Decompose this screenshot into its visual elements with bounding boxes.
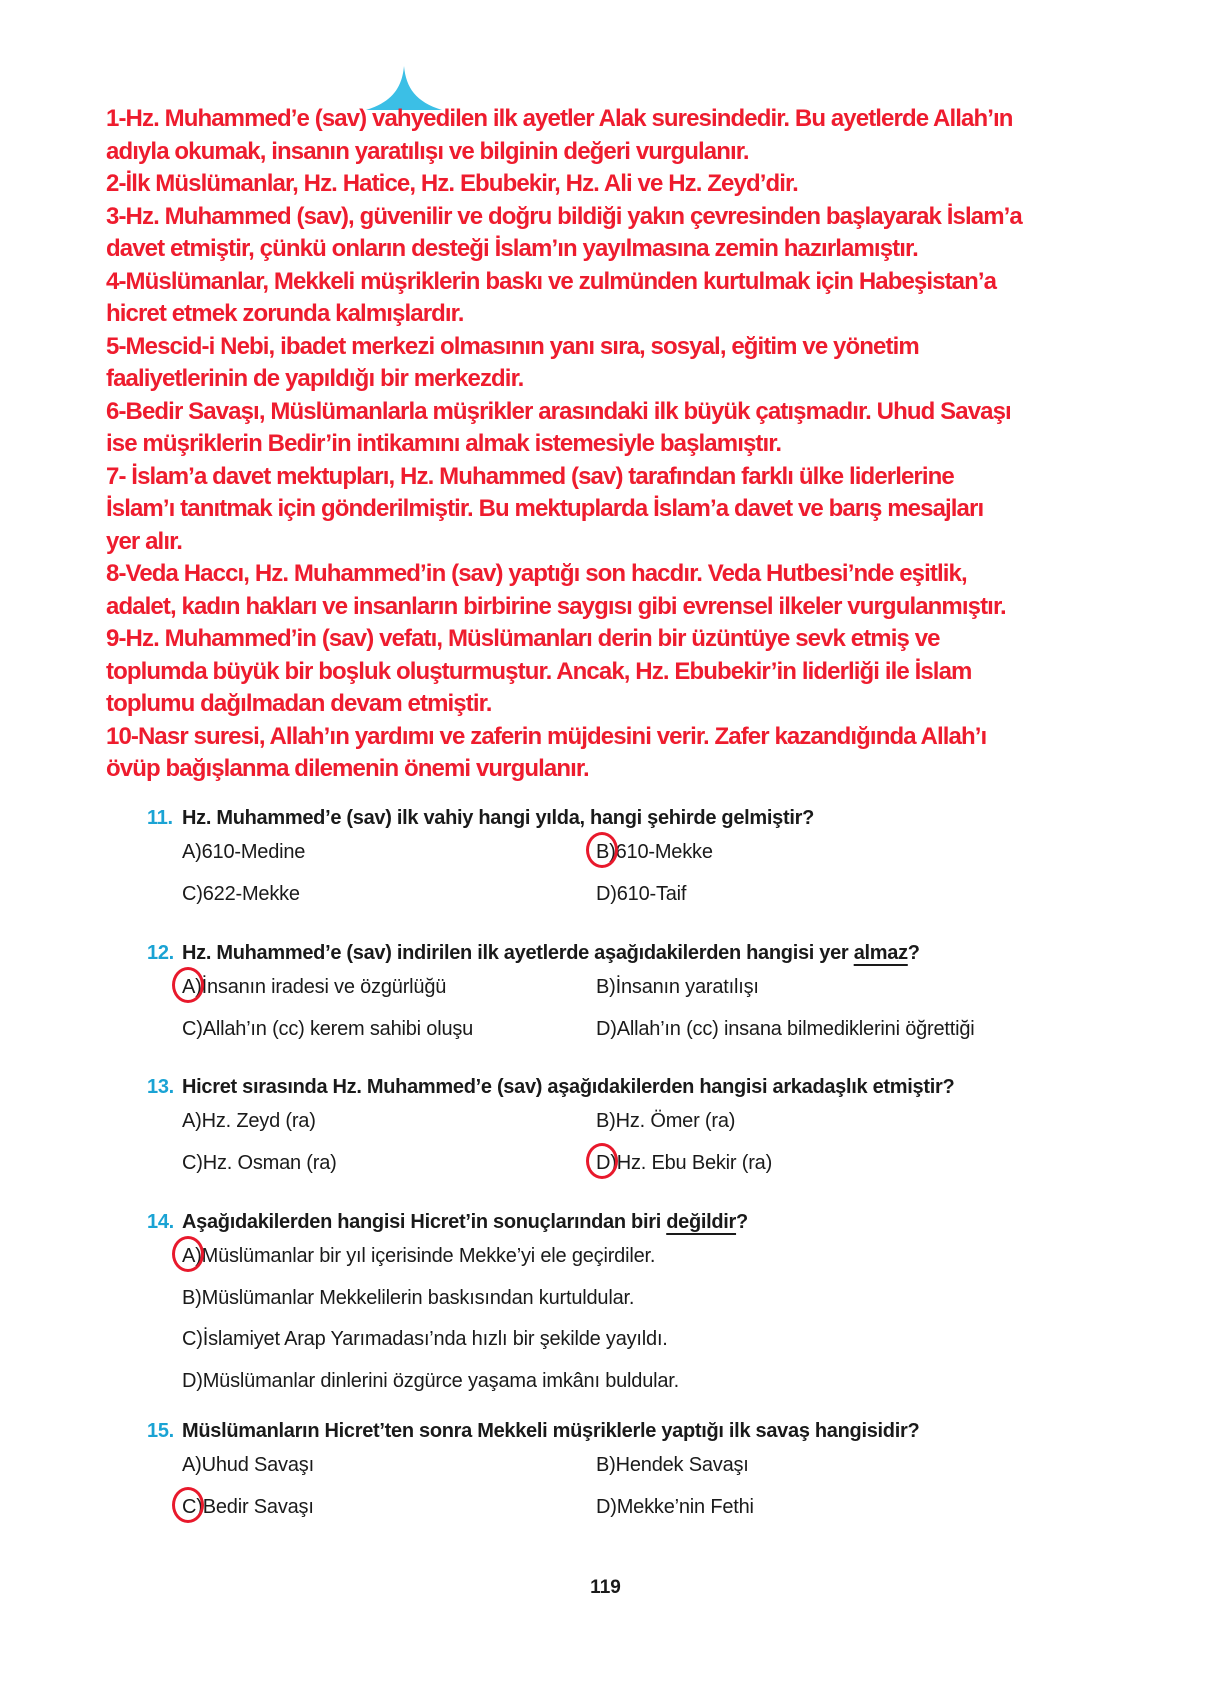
option-text: Müslümanlar bir yıl içerisinde Mekke’yi ele geçirdiler. (201, 1245, 656, 1267)
question-number: 12. (147, 942, 174, 964)
option-letter: A) (182, 976, 202, 998)
option-letter: D) (182, 1369, 203, 1392)
option-a[interactable] (182, 972, 596, 1002)
question-number: 11. (147, 807, 173, 829)
option-letter: B) (596, 976, 616, 998)
question-stem (147, 1207, 1187, 1237)
option-letter: B) (596, 1454, 616, 1476)
options (182, 1237, 1187, 1396)
note-line: 1-Hz. Muhammed’e (sav) vahyedilen ilk ayetler Alak suresindedir. Bu ayetlerde Allah’ın (106, 105, 1013, 132)
option-a[interactable] (182, 1450, 596, 1480)
option-letter: C) (182, 1495, 203, 1518)
option-c[interactable] (182, 1148, 596, 1178)
option-text: İnsanın yaratılışı (615, 976, 759, 998)
note-line: İslam’ı tanıtmak için gönderilmiştir. Bu mektuplarda İslam’a davet ve barış mesajları (106, 495, 984, 522)
note-line: hicret etmek zorunda kalmışlardır. (106, 300, 464, 327)
note-line: 7- İslam’a davet mektupları, Hz. Muhammed (sav) tarafından farklı ülke liderlerine (106, 462, 954, 490)
option-d[interactable] (596, 1148, 1010, 1178)
option-text: Hz. Ömer (ra) (615, 1110, 736, 1132)
option-letter: D) (596, 882, 617, 905)
option-text: Uhud Savaşı (201, 1454, 314, 1476)
note-line: toplumu dağılmadan devam etmiştir. (106, 690, 492, 717)
option-d[interactable] (596, 1492, 1010, 1522)
option-text: İslamiyet Arap Yarımadası’nda hızlı bir şekilde yayıldı. (202, 1328, 668, 1350)
note-line: 3-Hz. Muhammed (sav), güvenilir ve doğru bildiği yakın çevresinden başlayarak İslam’a (106, 202, 1022, 230)
option-letter: C) (182, 1151, 203, 1174)
option-text: Hz. Osman (ra) (202, 1151, 337, 1174)
note-line: davet etmiştir, çünkü onların desteği İslam’ın yayılmasına zemin hazırlamıştır. (106, 235, 918, 262)
option-b[interactable] (596, 1450, 1010, 1480)
question-text: Müslümanların Hicret’ten sonra Mekkeli müşriklerle yaptığı ilk savaş hangisidir? (182, 1420, 920, 1442)
option-text: İnsanın iradesi ve özgürlüğü (201, 976, 447, 998)
note-line: övüp bağışlanma dilemenin önemi vurgulanır. (106, 755, 589, 782)
question-11 (147, 803, 1187, 909)
option-letter: A) (182, 1245, 202, 1267)
option-c[interactable] (182, 1324, 982, 1354)
question-text: Hz. Muhammed’e (sav) indirilen ilk ayetlerde aşağıdakilerden hangisi yer (182, 942, 854, 964)
option-b[interactable] (596, 1106, 1010, 1136)
answer-circle-mark (172, 1236, 204, 1272)
question-end: ? (736, 1211, 748, 1233)
option-d[interactable] (596, 879, 1010, 909)
option-letter: A) (182, 841, 202, 863)
option-letter: A) (182, 1110, 202, 1132)
note-line: ise müşriklerin Bedir’in intikamını almak istemesiyle başlamıştır. (106, 430, 782, 457)
note-line: adalet, kadın hakları ve insanların birbirine saygısı gibi evrensel ilkeler vurgulanmıştır. (106, 592, 1006, 620)
option-text: Allah’ın (cc) kerem sahibi oluşu (202, 1017, 474, 1040)
option-b[interactable] (596, 837, 1010, 867)
note-line: adıyla okumak, insanın yaratılışı ve bilginin değeri vurgulanır. (106, 137, 749, 165)
option-d[interactable] (182, 1366, 982, 1396)
question-text: Hicret sırasında Hz. Muhammed’e (sav) aşağıdakilerden hangisi arkadaşlık etmiştir? (182, 1076, 955, 1098)
question-emphasis: değildir (666, 1211, 737, 1233)
option-text: Allah’ın (cc) insana bilmediklerini öğrettiği (616, 1017, 975, 1040)
option-letter: D) (596, 1151, 617, 1174)
note-line: 4-Müslümanlar, Mekkeli müşriklerin baskı ve zulmünden kurtulmak için Habeşistan’a (106, 267, 997, 295)
note-line: 5-Mescid-i Nebi, ibadet merkezi olmasının yanı sıra, sosyal, eğitim ve yönetim (106, 332, 919, 360)
note-line: 10-Nasr suresi, Allah’ın yardımı ve zaferin müjdesini verir. Zafer kazandığında Allah’ı (106, 722, 987, 750)
option-a[interactable] (182, 837, 596, 867)
option-letter: D) (596, 1495, 617, 1518)
page-number: 119 (590, 1577, 621, 1598)
note-line: faaliyetlerinin de yapıldığı bir merkezdir. (106, 365, 524, 392)
question-number: 14. (147, 1211, 174, 1233)
note-line: 2-İlk Müslümanlar, Hz. Hatice, Hz. Ebubekir, Hz. Ali ve Hz. Zeyd’dir. (106, 170, 798, 197)
option-letter: C) (182, 1328, 203, 1350)
option-text: Mekke’nin Fethi (616, 1495, 754, 1518)
answer-circle-mark (172, 1487, 204, 1523)
question-text: Aşağıdakilerden hangisi Hicret’in sonuçlarından biri (182, 1211, 667, 1233)
option-text: Müslümanlar dinlerini özgürce yaşama imkânı buldular. (202, 1369, 680, 1392)
question-14 (147, 1207, 1187, 1396)
option-d[interactable] (596, 1014, 1010, 1044)
options (182, 968, 1187, 1044)
question-text: Hz. Muhammed’e (sav) ilk vahiy hangi yılda, hangi şehirde gelmiştir? (182, 807, 814, 829)
option-letter: C) (182, 1017, 203, 1040)
question-number: 13. (147, 1076, 174, 1098)
option-c[interactable] (182, 1492, 596, 1522)
note-line: 9-Hz. Muhammed’in (sav) vefatı, Müslümanları derin bir üzüntüye sevk etmiş ve (106, 625, 940, 652)
option-text: 622-Mekke (202, 882, 300, 905)
option-text: Müslümanlar Mekkelilerin baskısından kurtuldular. (201, 1286, 635, 1309)
option-a[interactable] (182, 1106, 596, 1136)
option-text: Hz. Zeyd (ra) (201, 1110, 316, 1132)
option-letter: A) (182, 1454, 202, 1476)
question-13 (147, 1072, 1187, 1178)
option-letter: D) (596, 1017, 617, 1040)
option-text: 610-Medine (201, 841, 306, 863)
note-line: 8-Veda Haccı, Hz. Muhammed’in (sav) yaptığı son hacdır. Veda Hutbesi’nde eşitlik, (106, 560, 967, 587)
option-text: 610-Mekke (615, 841, 713, 863)
note-line: toplumda büyük bir boşluk oluşturmuştur. Ancak, Hz. Ebubekir’in liderliği ile İslam (106, 657, 972, 685)
question-stem (147, 1072, 1187, 1102)
option-text: Hz. Ebu Bekir (ra) (616, 1151, 773, 1174)
note-line: 6-Bedir Savaşı, Müslümanlarla müşrikler arasındaki ilk büyük çatışmadır. Uhud Savaşı (106, 397, 1011, 425)
question-emphasis: almaz (853, 942, 908, 964)
option-text: 610-Taif (616, 882, 687, 905)
question-stem (147, 803, 1187, 833)
option-letter: B) (596, 1110, 616, 1132)
options (182, 1102, 1187, 1178)
question-12 (147, 938, 1187, 1044)
option-a[interactable] (182, 1241, 982, 1271)
question-stem (147, 1416, 1187, 1446)
option-c[interactable] (182, 1014, 596, 1044)
answer-circle-mark (586, 832, 618, 868)
question-number: 15. (147, 1420, 174, 1442)
question-stem (147, 938, 1187, 968)
option-text: Bedir Savaşı (202, 1495, 314, 1518)
option-letter: C) (182, 882, 203, 905)
option-b[interactable] (596, 972, 1010, 1002)
answer-circle-mark (586, 1143, 618, 1179)
note-line: yer alır. (106, 527, 182, 555)
question-15 (147, 1416, 1187, 1522)
options (182, 833, 1187, 909)
option-letter: B) (182, 1286, 202, 1309)
option-b[interactable] (182, 1283, 982, 1313)
answer-circle-mark (172, 967, 204, 1003)
option-text: Hendek Savaşı (615, 1454, 749, 1476)
option-letter: B) (596, 841, 616, 863)
option-c[interactable] (182, 879, 596, 909)
question-end: ? (907, 942, 920, 964)
answer-notes (106, 103, 1196, 786)
options (182, 1446, 1187, 1522)
